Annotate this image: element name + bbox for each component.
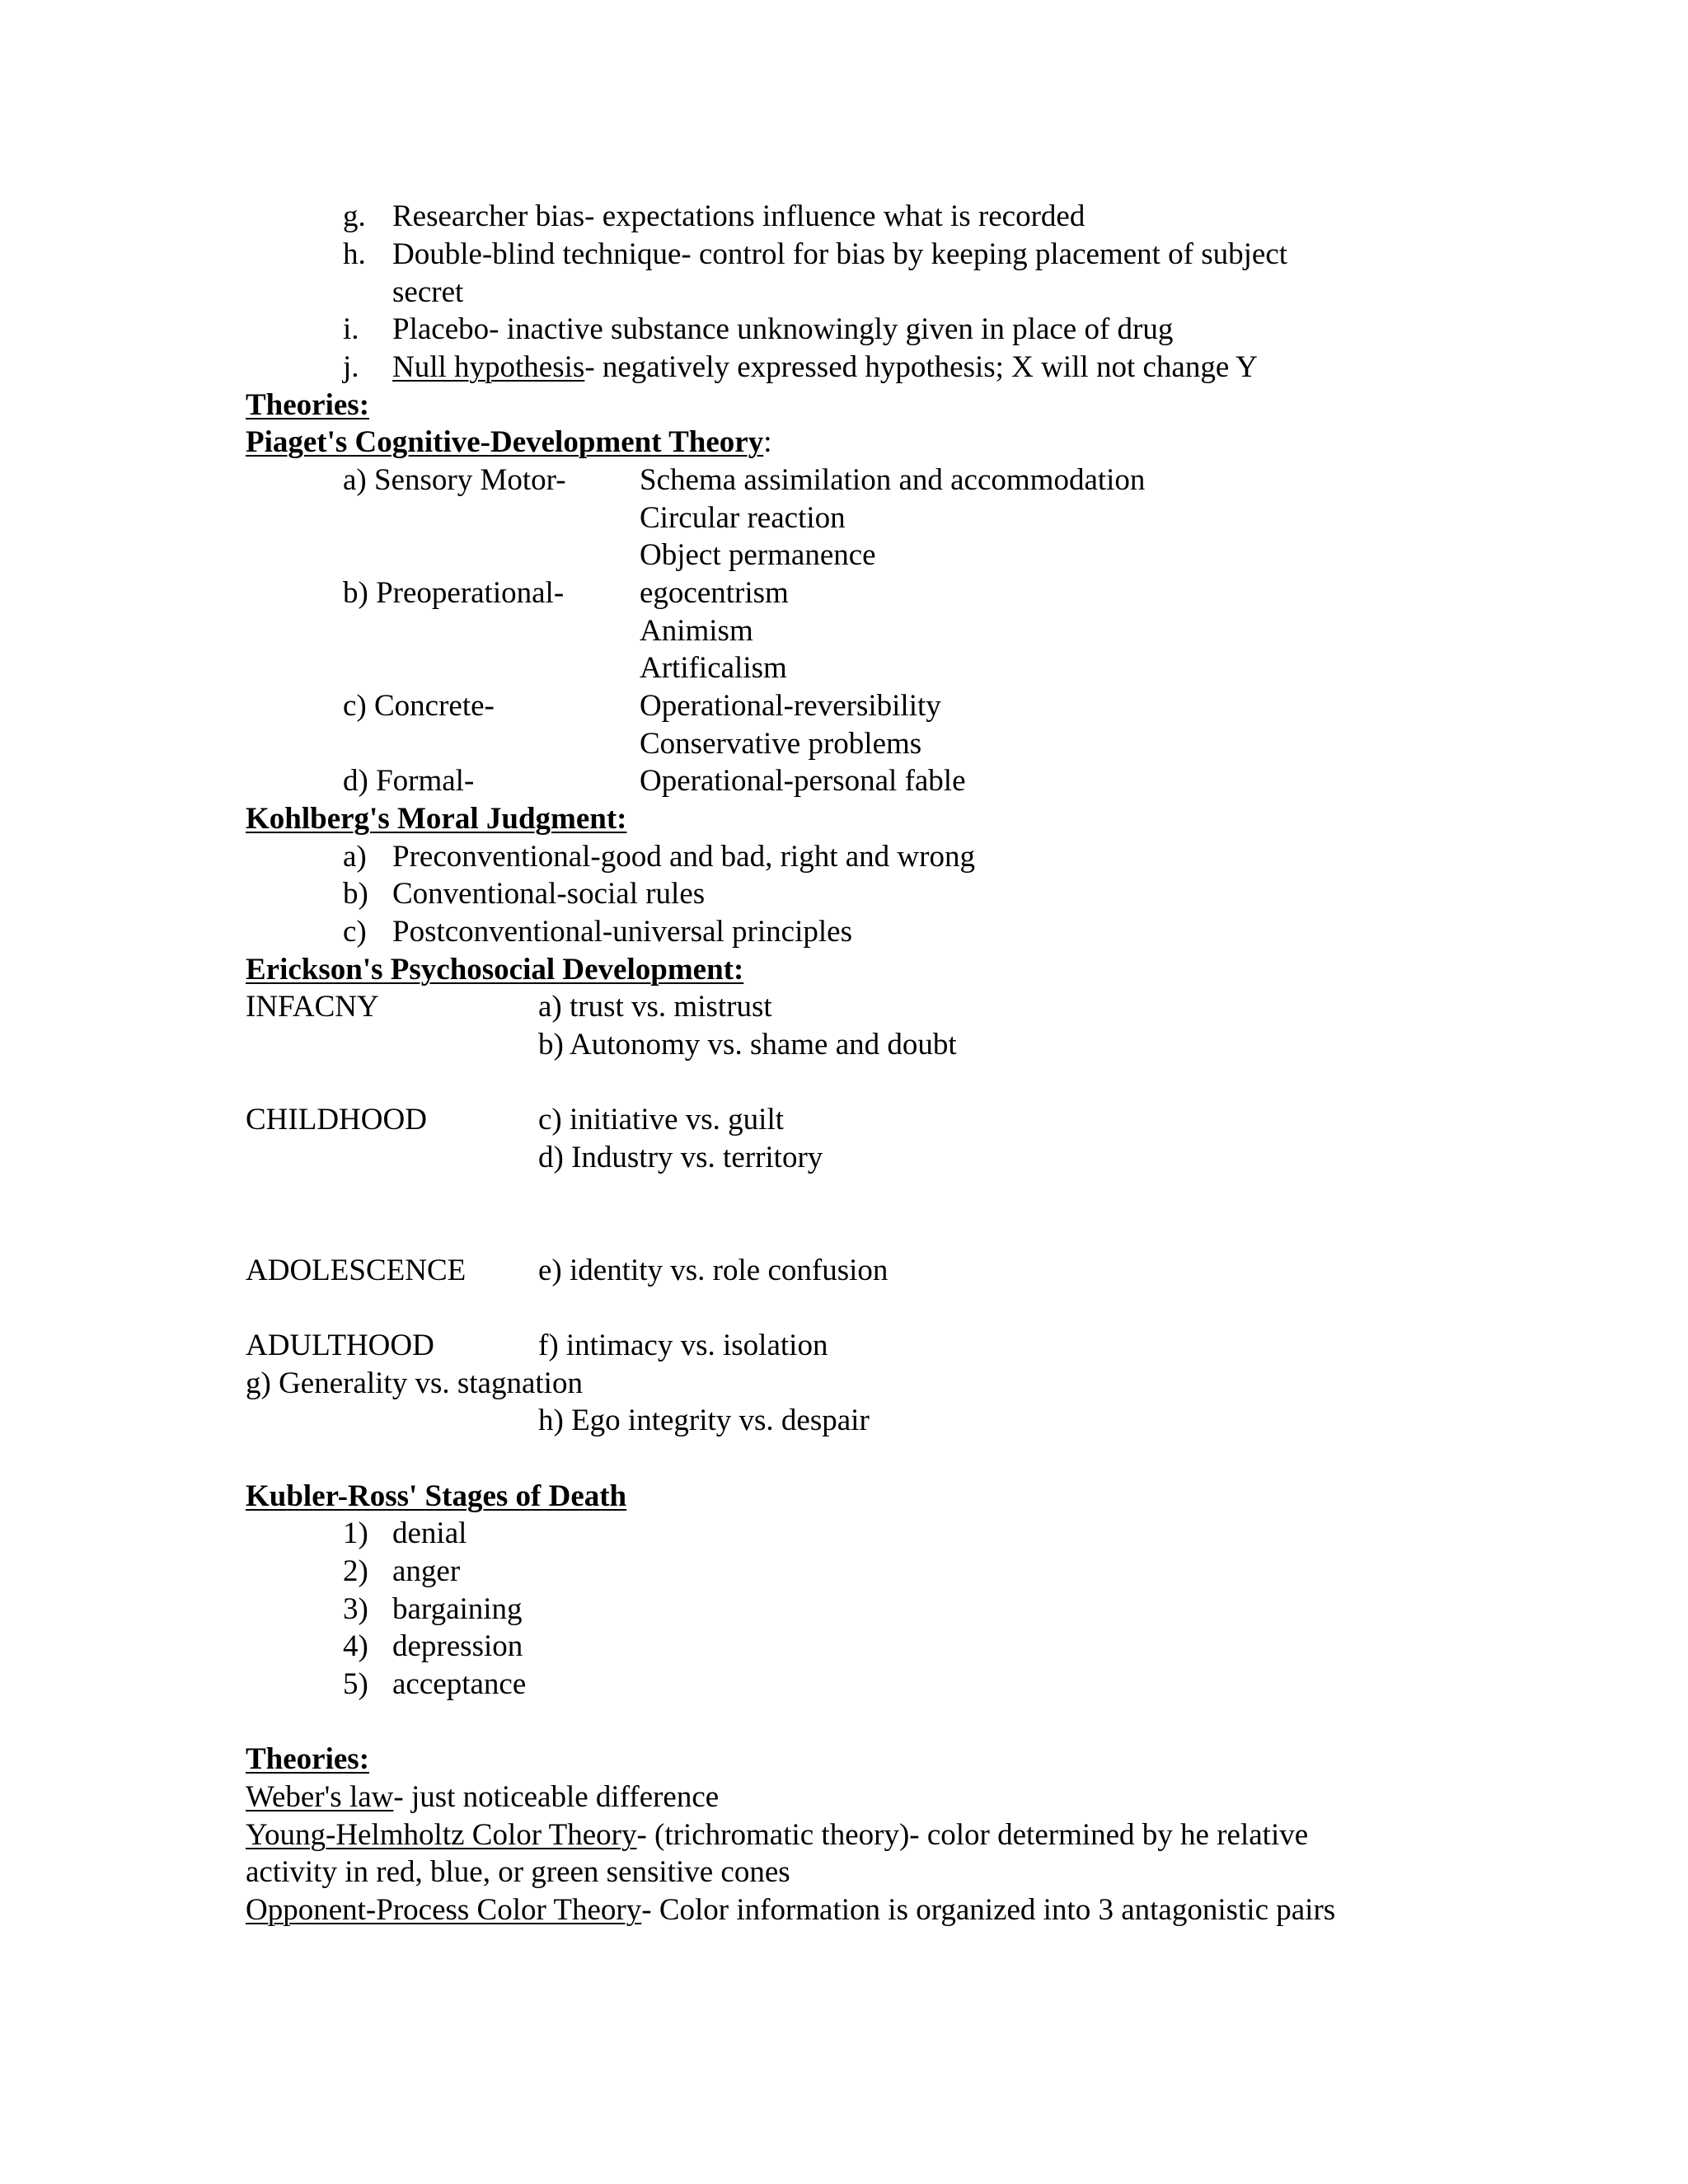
kohlberg-item-conventional: Conventional-social rules xyxy=(392,877,706,911)
piaget-stage-sensory-motor: a) Sensory Motor- xyxy=(343,463,566,497)
erickson-item-industry: d) Industry vs. territory xyxy=(538,1141,823,1174)
weber-law-term: Weber's law xyxy=(246,1780,394,1814)
opponent-process-definition: - Color information is organized into 3 antagonistic pairs xyxy=(641,1893,1336,1927)
piaget-title: Piaget's Cognitive-Development Theory xyxy=(246,425,764,459)
list-item-double-blind-cont: secret xyxy=(392,275,464,309)
kubler-item-depression: depression xyxy=(392,1629,523,1663)
erickson-item-intimacy: f) intimacy vs. isolation xyxy=(538,1329,828,1362)
opponent-process-line xyxy=(246,1891,1335,1929)
kubler-marker-2: 2) xyxy=(343,1554,368,1588)
list-marker-j: j. xyxy=(343,350,359,384)
kohlberg-marker-a: a) xyxy=(343,840,367,874)
young-helmholtz-definition: - (trichromatic theory)- color determined by he relative xyxy=(636,1818,1309,1852)
piaget-item-artificalism: Artificalism xyxy=(640,651,787,685)
theories-heading-2: Theories: xyxy=(246,1742,370,1776)
erickson-heading: Erickson's Psychosocial Development: xyxy=(246,953,744,987)
kubler-item-bargaining: bargaining xyxy=(392,1592,523,1626)
kubler-item-denial: denial xyxy=(392,1516,467,1550)
piaget-item-schema: Schema assimilation and accommodation xyxy=(640,463,1146,497)
kohlberg-item-postconventional: Postconventional-universal principles xyxy=(392,915,852,949)
erickson-item-ego-integrity: h) Ego integrity vs. despair xyxy=(538,1404,870,1437)
list-marker-i: i. xyxy=(343,312,359,346)
erickson-item-trust: a) trust vs. mistrust xyxy=(538,990,772,1024)
kubler-ross-heading: Kubler-Ross' Stages of Death xyxy=(246,1479,627,1513)
erickson-item-autonomy: b) Autonomy vs. shame and doubt xyxy=(538,1028,957,1062)
kubler-marker-1: 1) xyxy=(343,1516,368,1550)
list-item-null-hypothesis xyxy=(392,349,1258,387)
piaget-item-personal-fable: Operational-personal fable xyxy=(640,764,966,798)
opponent-process-term: Opponent-Process Color Theory xyxy=(246,1893,642,1927)
theories-heading: Theories: xyxy=(246,388,370,422)
piaget-item-conservative-problems: Conservative problems xyxy=(640,727,922,761)
piaget-item-circular-reaction: Circular reaction xyxy=(640,501,846,535)
young-helmholtz-line xyxy=(246,1816,1308,1854)
null-hypothesis-definition: - negatively expressed hypothesis; X will not change Y xyxy=(584,350,1258,384)
kubler-item-acceptance: acceptance xyxy=(392,1667,527,1701)
piaget-item-animism: Animism xyxy=(640,614,753,648)
list-marker-g: g. xyxy=(343,199,366,233)
piaget-item-reversibility: Operational-reversibility xyxy=(640,689,941,723)
kubler-marker-5: 5) xyxy=(343,1667,368,1701)
kohlberg-marker-c: c) xyxy=(343,915,367,949)
list-item-placebo: Placebo- inactive substance unknowingly given in place of drug xyxy=(392,312,1174,346)
list-marker-h: h. xyxy=(343,237,366,271)
piaget-stage-formal: d) Formal- xyxy=(343,764,475,798)
list-item-double-blind: Double-blind technique- control for bias by keeping placement of subject xyxy=(392,237,1288,271)
erickson-item-initiative: c) initiative vs. guilt xyxy=(538,1103,785,1137)
erickson-label-adolescence: ADOLESCENCE xyxy=(246,1254,467,1287)
erickson-label-adulthood: ADULTHOOD xyxy=(246,1329,434,1362)
weber-law-definition: - just noticeable difference xyxy=(393,1780,720,1814)
piaget-item-object-permanence: Object permanence xyxy=(640,538,876,572)
kubler-marker-4: 4) xyxy=(343,1629,368,1663)
kohlberg-item-preconventional: Preconventional-good and bad, right and wrong xyxy=(392,840,975,874)
young-helmholtz-line-cont: activity in red, blue, or green sensitive cones xyxy=(246,1855,790,1889)
kohlberg-heading: Kohlberg's Moral Judgment: xyxy=(246,802,627,836)
erickson-label-childhood: CHILDHOOD xyxy=(246,1103,427,1137)
young-helmholtz-term: Young-Helmholtz Color Theory xyxy=(246,1818,637,1852)
kubler-item-anger: anger xyxy=(392,1554,461,1588)
piaget-heading xyxy=(246,424,772,462)
null-hypothesis-term: Null hypothesis xyxy=(392,350,585,384)
piaget-stage-preoperational: b) Preoperational- xyxy=(343,576,565,610)
piaget-item-egocentrism: egocentrism xyxy=(640,576,789,610)
weber-law-line xyxy=(246,1779,719,1816)
kubler-marker-3: 3) xyxy=(343,1592,368,1626)
piaget-stage-concrete: c) Concrete- xyxy=(343,689,495,723)
erickson-label-infancy: INFACNY xyxy=(246,990,379,1024)
erickson-item-generality: g) Generality vs. stagnation xyxy=(246,1366,583,1400)
list-item-researcher-bias: Researcher bias- expectations influence what is recorded xyxy=(392,199,1085,233)
kohlberg-marker-b: b) xyxy=(343,877,368,911)
piaget-colon: : xyxy=(763,425,772,459)
erickson-item-identity: e) identity vs. role confusion xyxy=(538,1254,889,1287)
